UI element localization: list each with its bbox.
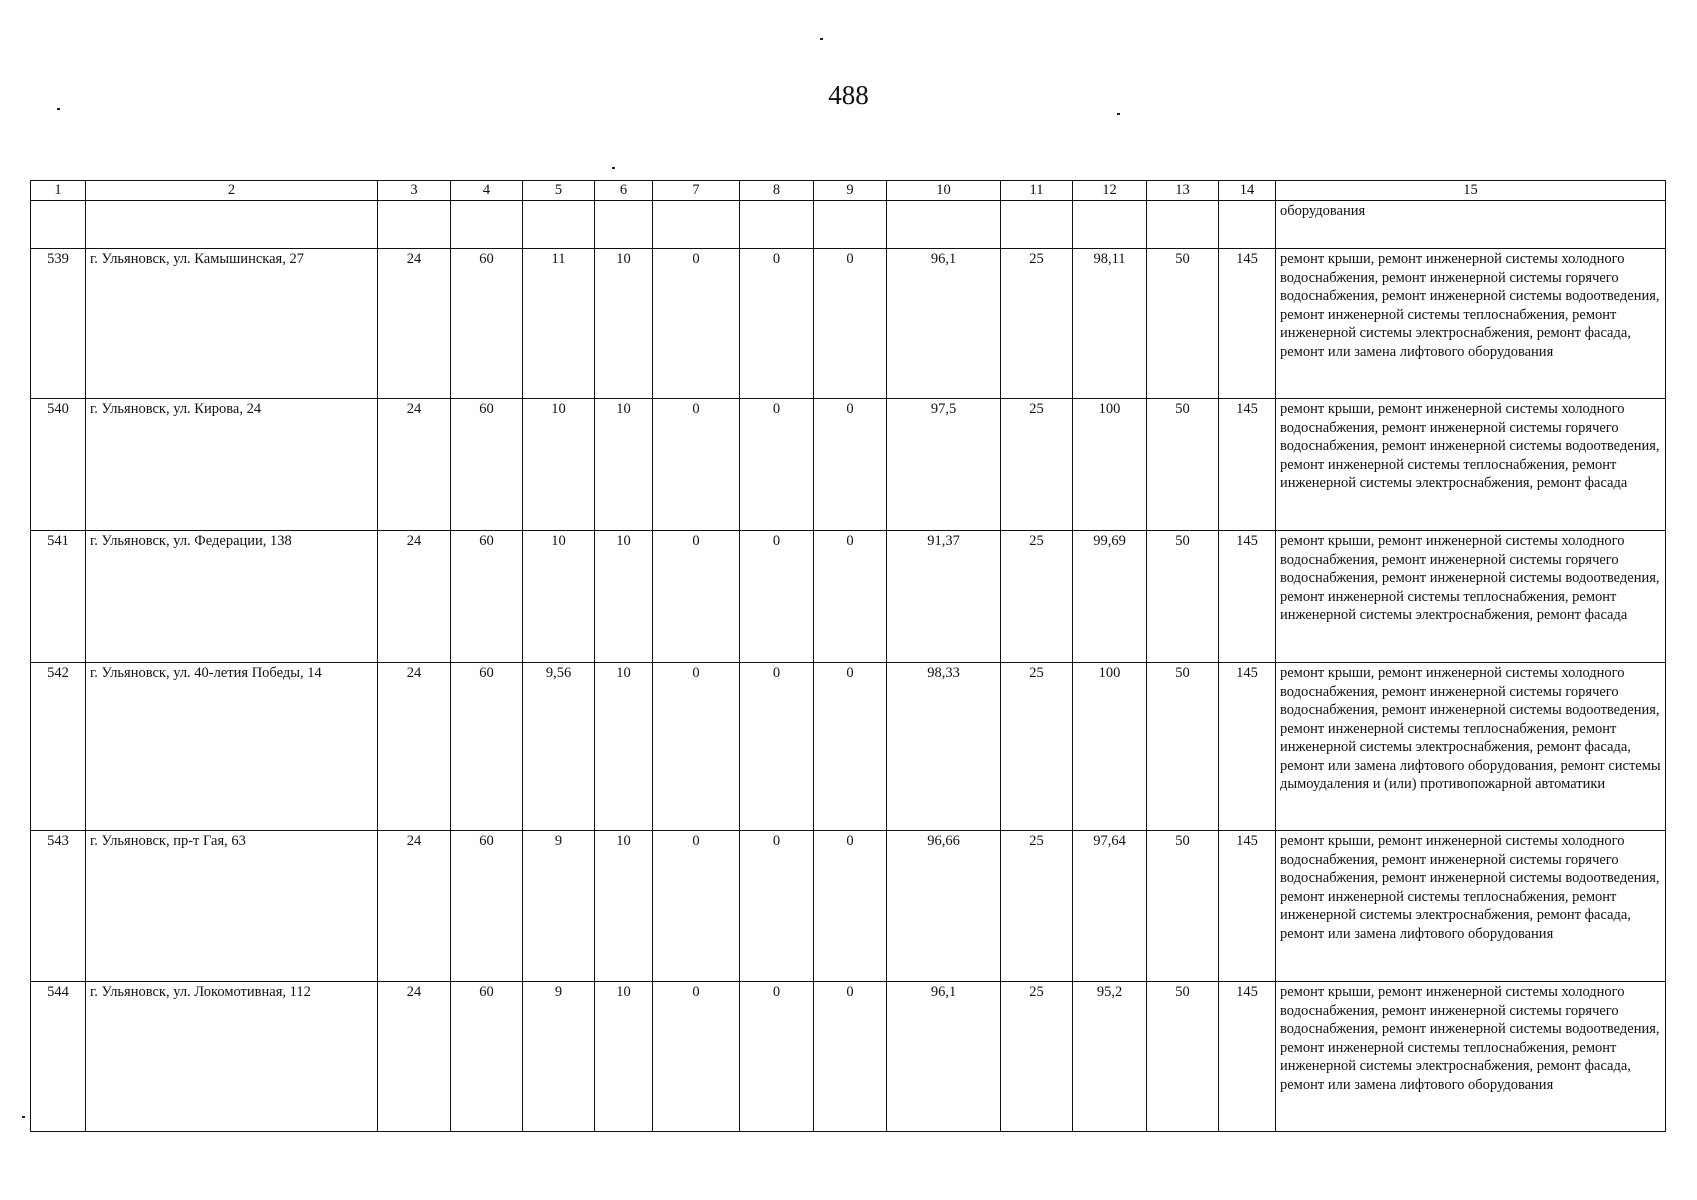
column-header: 5 bbox=[523, 181, 595, 201]
col9-cell: 0 bbox=[814, 531, 887, 663]
col8-cell: 0 bbox=[740, 663, 814, 831]
col9-cell: 0 bbox=[814, 399, 887, 531]
col10-cell: 96,1 bbox=[887, 249, 1001, 399]
col11-cell: 25 bbox=[1001, 982, 1073, 1132]
col10-cell: 96,1 bbox=[887, 982, 1001, 1132]
address-cell: г. Ульяновск, ул. Федерации, 138 bbox=[86, 531, 378, 663]
col6-cell: 10 bbox=[595, 663, 653, 831]
col11-cell: 25 bbox=[1001, 249, 1073, 399]
col12-cell: 100 bbox=[1073, 663, 1147, 831]
address-cell: г. Ульяновск, ул. Кирова, 24 bbox=[86, 399, 378, 531]
col14-cell: 145 bbox=[1219, 831, 1276, 982]
col7-cell: 0 bbox=[653, 399, 740, 531]
work-list-cell: оборудования bbox=[1276, 201, 1666, 249]
column-header: 9 bbox=[814, 181, 887, 201]
col5-cell: 11 bbox=[523, 249, 595, 399]
table-row bbox=[31, 399, 1666, 531]
column-header: 12 bbox=[1073, 181, 1147, 201]
address-cell: г. Ульяновск, ул. Камышинская, 27 bbox=[86, 249, 378, 399]
col5-cell: 9 bbox=[523, 982, 595, 1132]
col11-cell: 25 bbox=[1001, 531, 1073, 663]
col3-cell: 24 bbox=[378, 982, 451, 1132]
row-number-cell: 541 bbox=[31, 531, 86, 663]
column-header: 13 bbox=[1147, 181, 1219, 201]
col8-cell: 0 bbox=[740, 831, 814, 982]
column-header: 8 bbox=[740, 181, 814, 201]
col14-cell: 145 bbox=[1219, 982, 1276, 1132]
row-number-cell: 542 bbox=[31, 663, 86, 831]
col13-cell: 50 bbox=[1147, 399, 1219, 531]
col9-cell: 0 bbox=[814, 249, 887, 399]
work-list-cell: ремонт крыши, ремонт инженерной системы холодного водоснабжения, ремонт инженерной системы горячего водоснабжения, ремонт инженерной системы водоотведения, ремонт инженерной системы теплоснабжения, ремонт инженерной системы электроснабжения, ремонт фасада, ремонт или замена лифтового оборудования bbox=[1276, 982, 1666, 1132]
col8-cell: 0 bbox=[740, 399, 814, 531]
col13-cell: 50 bbox=[1147, 249, 1219, 399]
scan-speck bbox=[612, 167, 615, 169]
page-number: 488 bbox=[828, 80, 869, 110]
col6-cell: 10 bbox=[595, 249, 653, 399]
col6-cell: 10 bbox=[595, 399, 653, 531]
table-row bbox=[31, 831, 1666, 982]
col10-cell: 98,33 bbox=[887, 663, 1001, 831]
col6-cell: 10 bbox=[595, 982, 653, 1132]
col9-cell: 0 bbox=[814, 663, 887, 831]
column-header: 6 bbox=[595, 181, 653, 201]
col13-cell: 50 bbox=[1147, 531, 1219, 663]
col7-cell: 0 bbox=[653, 982, 740, 1132]
col14-cell: 145 bbox=[1219, 399, 1276, 531]
column-number-row bbox=[31, 181, 1666, 201]
address-cell: г. Ульяновск, ул. Локомотивная, 112 bbox=[86, 982, 378, 1132]
col5-cell: 10 bbox=[523, 531, 595, 663]
work-list-cell: ремонт крыши, ремонт инженерной системы холодного водоснабжения, ремонт инженерной системы горячего водоснабжения, ремонт инженерной системы водоотведения, ремонт инженерной системы теплоснабжения, ремонт инженерной системы электроснабжения, ремонт фасада bbox=[1276, 399, 1666, 531]
col12-cell: 99,69 bbox=[1073, 531, 1147, 663]
column-header: 10 bbox=[887, 181, 1001, 201]
col10-cell: 96,66 bbox=[887, 831, 1001, 982]
row-number-cell: 543 bbox=[31, 831, 86, 982]
col3-cell: 24 bbox=[378, 831, 451, 982]
col12-cell: 100 bbox=[1073, 399, 1147, 531]
col7-cell: 0 bbox=[653, 831, 740, 982]
col3-cell: 24 bbox=[378, 249, 451, 399]
scan-speck bbox=[57, 108, 60, 110]
row-number-cell: 544 bbox=[31, 982, 86, 1132]
col4-cell: 60 bbox=[451, 663, 523, 831]
col4-cell: 60 bbox=[451, 831, 523, 982]
table-row bbox=[31, 663, 1666, 831]
col10-cell: 97,5 bbox=[887, 399, 1001, 531]
col9-cell: 0 bbox=[814, 982, 887, 1132]
table-row bbox=[31, 982, 1666, 1132]
col12-cell: 95,2 bbox=[1073, 982, 1147, 1132]
works-table bbox=[30, 180, 1666, 1132]
col12-cell: 98,11 bbox=[1073, 249, 1147, 399]
col7-cell: 0 bbox=[653, 531, 740, 663]
col14-cell: 145 bbox=[1219, 531, 1276, 663]
col7-cell: 0 bbox=[653, 663, 740, 831]
col3-cell: 24 bbox=[378, 663, 451, 831]
address-cell: г. Ульяновск, ул. 40-летия Победы, 14 bbox=[86, 663, 378, 831]
column-header: 14 bbox=[1219, 181, 1276, 201]
col13-cell: 50 bbox=[1147, 831, 1219, 982]
col7-cell: 0 bbox=[653, 249, 740, 399]
col8-cell: 0 bbox=[740, 982, 814, 1132]
col5-cell: 10 bbox=[523, 399, 595, 531]
address-cell: г. Ульяновск, пр-т Гая, 63 bbox=[86, 831, 378, 982]
column-header: 3 bbox=[378, 181, 451, 201]
col6-cell: 10 bbox=[595, 531, 653, 663]
work-list-cell: ремонт крыши, ремонт инженерной системы холодного водоснабжения, ремонт инженерной системы горячего водоснабжения, ремонт инженерной системы водоотведения, ремонт инженерной системы теплоснабжения, ремонт инженерной системы электроснабжения, ремонт фасада, ремонт или замена лифтового оборудования bbox=[1276, 249, 1666, 399]
scan-speck bbox=[1117, 113, 1120, 115]
col12-cell: 97,64 bbox=[1073, 831, 1147, 982]
row-number-cell: 539 bbox=[31, 249, 86, 399]
col13-cell: 50 bbox=[1147, 982, 1219, 1132]
column-header: 7 bbox=[653, 181, 740, 201]
col5-cell: 9 bbox=[523, 831, 595, 982]
column-header: 2 bbox=[86, 181, 378, 201]
col10-cell: 91,37 bbox=[887, 531, 1001, 663]
col9-cell: 0 bbox=[814, 831, 887, 982]
col14-cell: 145 bbox=[1219, 249, 1276, 399]
work-list-cell: ремонт крыши, ремонт инженерной системы холодного водоснабжения, ремонт инженерной системы горячего водоснабжения, ремонт инженерной системы водоотведения, ремонт инженерной системы теплоснабжения, ремонт инженерной системы электроснабжения, ремонт фасада, ремонт или замена лифтового оборудования bbox=[1276, 831, 1666, 982]
continuation-row bbox=[31, 201, 1666, 249]
scan-speck bbox=[22, 1116, 25, 1118]
col14-cell: 145 bbox=[1219, 663, 1276, 831]
col5-cell: 9,56 bbox=[523, 663, 595, 831]
col11-cell: 25 bbox=[1001, 831, 1073, 982]
col13-cell: 50 bbox=[1147, 663, 1219, 831]
col4-cell: 60 bbox=[451, 982, 523, 1132]
work-list-cell: ремонт крыши, ремонт инженерной системы холодного водоснабжения, ремонт инженерной системы горячего водоснабжения, ремонт инженерной системы водоотведения, ремонт инженерной системы теплоснабжения, ремонт инженерной системы электроснабжения, ремонт фасада bbox=[1276, 531, 1666, 663]
col8-cell: 0 bbox=[740, 249, 814, 399]
col3-cell: 24 bbox=[378, 531, 451, 663]
work-list-cell: ремонт крыши, ремонт инженерной системы холодного водоснабжения, ремонт инженерной системы горячего водоснабжения, ремонт инженерной системы водоотведения, ремонт инженерной системы теплоснабжения, ремонт инженерной системы электроснабжения, ремонт фасада, ремонт или замена лифтового оборудования, ремонт системы дымоудаления и (или) противопожарной автоматики bbox=[1276, 663, 1666, 831]
col4-cell: 60 bbox=[451, 399, 523, 531]
col11-cell: 25 bbox=[1001, 399, 1073, 531]
row-number-cell: 540 bbox=[31, 399, 86, 531]
table-row bbox=[31, 531, 1666, 663]
col8-cell: 0 bbox=[740, 531, 814, 663]
table-row bbox=[31, 249, 1666, 399]
column-header: 11 bbox=[1001, 181, 1073, 201]
column-header: 15 bbox=[1276, 181, 1666, 201]
col11-cell: 25 bbox=[1001, 663, 1073, 831]
scan-speck bbox=[820, 38, 823, 40]
col4-cell: 60 bbox=[451, 249, 523, 399]
col4-cell: 60 bbox=[451, 531, 523, 663]
column-header: 1 bbox=[31, 181, 86, 201]
column-header: 4 bbox=[451, 181, 523, 201]
col6-cell: 10 bbox=[595, 831, 653, 982]
col3-cell: 24 bbox=[378, 399, 451, 531]
